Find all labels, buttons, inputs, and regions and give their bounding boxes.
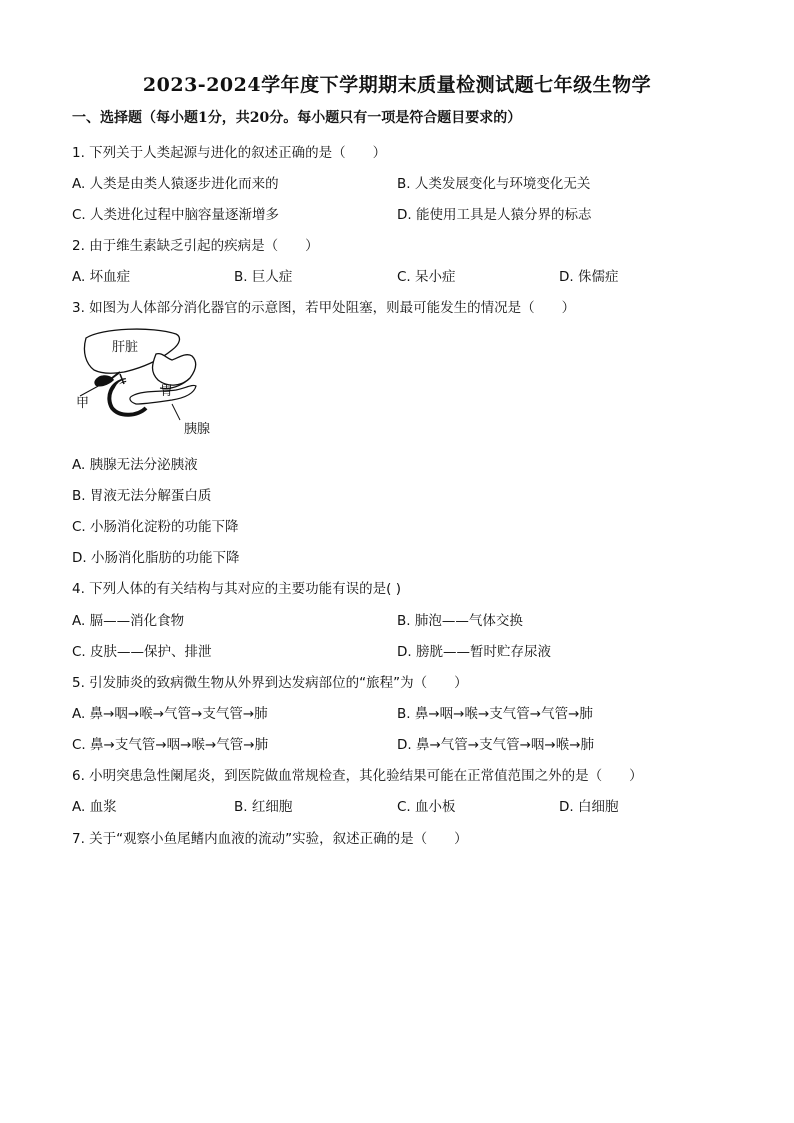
question-4-stem: 4. 下列人体的有关结构与其对应的主要功能有误的是( ) [72, 581, 401, 597]
question-7-stem: 7. 关于“观察小鱼尾鳍内血液的流动”实验，叙述正确的是（ ） [72, 831, 468, 847]
question-4-option-c: C. 皮肤——保护、排泄 [72, 644, 212, 660]
figure-label-pancreas: 胰腺 [184, 422, 211, 437]
question-4-option-b: B. 肺泡——气体交换 [397, 613, 523, 629]
question-1-option-c: C. 人类进化过程中脑容量逐渐增多 [72, 207, 280, 223]
figure-label-stomach: 胃 [160, 384, 174, 399]
question-3-stem: 3. 如图为人体部分消化器官的示意图，若甲处阻塞，则最可能发生的情况是（ ） [72, 300, 576, 316]
question-2-option-d: D. 侏儒症 [559, 269, 619, 285]
question-4-option-d: D. 膀胱——暂时贮存尿液 [397, 644, 551, 660]
question-5-option-d: D. 鼻→气管→支气管→咽→喉→肺 [397, 737, 595, 753]
question-2-option-c: C. 呆小症 [397, 269, 456, 285]
question-6-stem: 6. 小明突患急性阑尾炎，到医院做血常规检查，其化验结果可能在正常值范围之外的是（ ） [72, 768, 643, 784]
question-5-option-b: B. 鼻→咽→喉→支气管→气管→肺 [397, 706, 593, 722]
section-header: 一、选择题（每小题1分，共20分。每小题只有一项是符合题目要求的） [72, 110, 522, 126]
question-3-option-c: C. 小肠消化淀粉的功能下降 [72, 519, 239, 535]
question-1-option-b: B. 人类发展变化与环境变化无关 [397, 176, 591, 192]
question-3-option-d: D. 小肠消化脂肪的功能下降 [72, 550, 240, 566]
question-5-stem: 5. 引发肺炎的致病微生物从外界到达发病部位的“旅程”为（ ） [72, 675, 468, 691]
figure-label-jia: 甲 [76, 396, 90, 411]
question-1-option-a: A. 人类是由类人猿逐步进化而来的 [72, 176, 279, 192]
question-2-option-a: A. 坏血症 [72, 269, 131, 285]
question-4-option-a: A. 膈——消化食物 [72, 613, 185, 629]
question-6-option-a: A. 血浆 [72, 799, 117, 815]
figure-label-liver: 肝脏 [112, 340, 139, 355]
question-3-option-b: B. 胃液无法分解蛋白质 [72, 488, 212, 504]
question-1-stem: 1. 下列关于人类起源与进化的叙述正确的是（ ） [72, 145, 387, 161]
digestive-organs-figure [72, 324, 232, 442]
question-6-option-b: B. 红细胞 [234, 799, 293, 815]
question-5-option-c: C. 鼻→支气管→咽→喉→气管→肺 [72, 737, 269, 753]
question-1-option-d: D. 能使用工具是人猿分界的标志 [397, 207, 592, 223]
question-2-stem: 2. 由于维生素缺乏引起的疾病是（ ） [72, 238, 319, 254]
question-6-option-d: D. 白细胞 [559, 799, 619, 815]
page-title: 2023-2024学年度下学期期末质量检测试题七年级生物学 [142, 74, 652, 96]
question-5-option-a: A. 鼻→咽→喉→气管→支气管→肺 [72, 706, 268, 722]
question-2-option-b: B. 巨人症 [234, 269, 293, 285]
question-6-option-c: C. 血小板 [397, 799, 456, 815]
question-3-option-a: A. 胰腺无法分泌胰液 [72, 457, 198, 473]
